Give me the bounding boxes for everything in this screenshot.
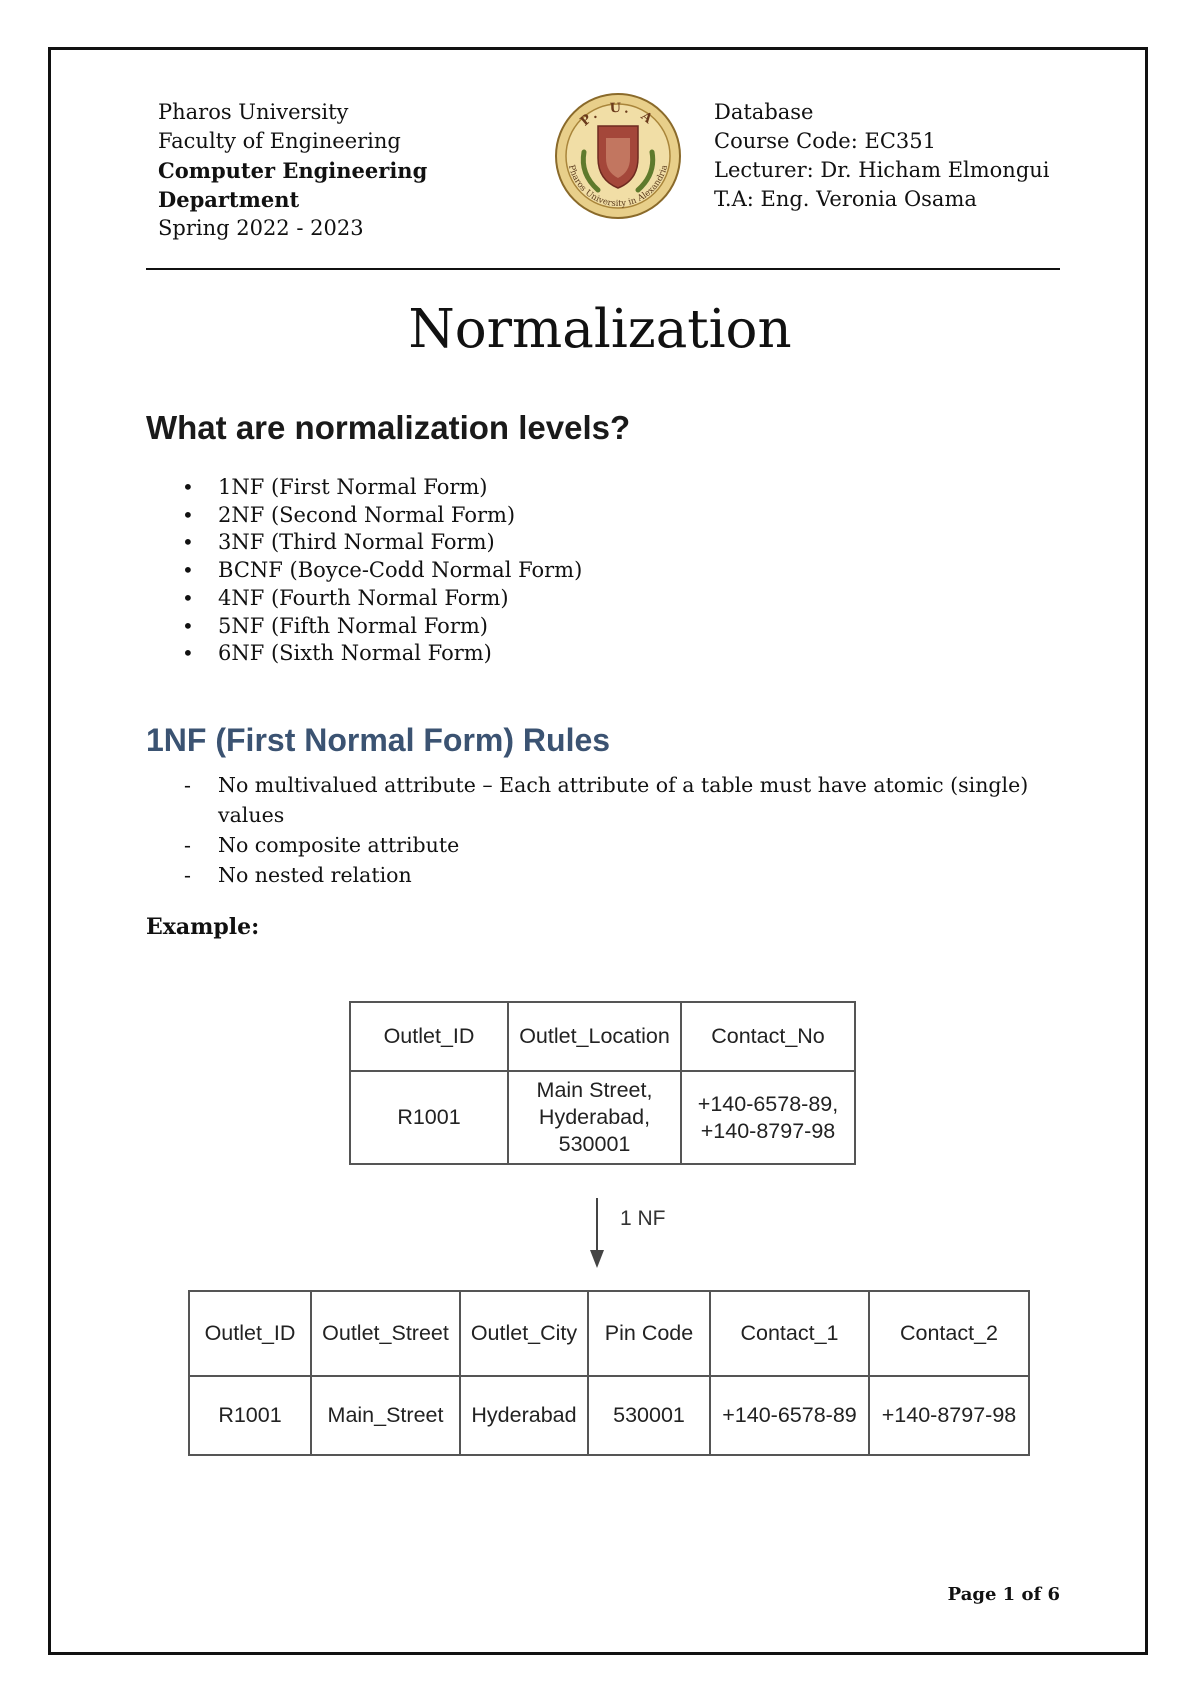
header-course-block xyxy=(714,98,1050,214)
column-header: Contact_1 xyxy=(710,1291,869,1376)
column-header: Outlet_City xyxy=(460,1291,588,1376)
down-arrow-icon xyxy=(582,1198,612,1270)
document-title: Normalization xyxy=(408,299,792,360)
table-cell: 530001 xyxy=(588,1376,710,1455)
list-item: • 2NF (Second Normal Form) xyxy=(180,502,582,530)
column-header: Outlet_Location xyxy=(508,1002,681,1071)
table-header-row xyxy=(350,1002,855,1071)
normalization-levels-list xyxy=(180,474,582,668)
list-item: • 1NF (First Normal Form) xyxy=(180,474,582,502)
example-label: Example: xyxy=(146,914,260,940)
column-header: Contact_No xyxy=(681,1002,855,1071)
university-name: Pharos University xyxy=(158,100,349,124)
list-item: - No nested relation xyxy=(180,860,1040,890)
column-header: Outlet_ID xyxy=(350,1002,508,1071)
course-code: Course Code: EC351 xyxy=(714,129,936,153)
table-row xyxy=(350,1071,855,1164)
transformation-label: 1 NF xyxy=(620,1207,666,1230)
department-name-line2: Department xyxy=(158,187,300,212)
header-divider xyxy=(146,268,1060,270)
table-cell: R1001 xyxy=(189,1376,311,1455)
unnormalized-table xyxy=(349,1001,856,1165)
department-name-line1: Computer Engineering xyxy=(158,158,428,183)
first-normal-form-table xyxy=(188,1290,1030,1456)
header-institution-block xyxy=(158,98,427,243)
table-cell: +140-6578-89 xyxy=(710,1376,869,1455)
table-cell: R1001 xyxy=(350,1071,508,1164)
levels-heading: What are normalization levels? xyxy=(146,409,631,446)
svg-text:Pharos University in Alexandri: Pharos University in Alexandria xyxy=(565,163,671,210)
list-item: - No composite attribute xyxy=(180,830,1040,860)
list-item: • 4NF (Fourth Normal Form) xyxy=(180,585,582,613)
svg-text:P. U. A: P. U. A xyxy=(577,100,659,130)
list-item: • 3NF (Third Normal Form) xyxy=(180,529,582,557)
table-cell: Hyderabad xyxy=(460,1376,588,1455)
list-item: • 5NF (Fifth Normal Form) xyxy=(180,613,582,641)
lecturer-name: Lecturer: Dr. Hicham Elmongui xyxy=(714,158,1050,182)
first-normal-form-rules-heading: 1NF (First Normal Form) Rules xyxy=(146,722,611,758)
table-header-row xyxy=(189,1291,1029,1376)
university-seal-logo xyxy=(554,92,682,220)
column-header: Outlet_Street xyxy=(311,1291,460,1376)
list-item: • 6NF (Sixth Normal Form) xyxy=(180,640,582,668)
ta-name: T.A: Eng. Veronia Osama xyxy=(714,187,977,211)
table-row xyxy=(189,1376,1029,1455)
course-subject: Database xyxy=(714,100,814,124)
list-item: - No multivalued attribute – Each attribute of a table must have atomic (single) values xyxy=(180,770,1040,830)
column-header: Pin Code xyxy=(588,1291,710,1376)
table-cell: Main_Street xyxy=(311,1376,460,1455)
table-cell: +140-8797-98 xyxy=(869,1376,1029,1455)
column-header: Contact_2 xyxy=(869,1291,1029,1376)
list-item: • BCNF (Boyce-Codd Normal Form) xyxy=(180,557,582,585)
column-header: Outlet_ID xyxy=(189,1291,311,1376)
table-cell: Main Street, Hyderabad, 530001 xyxy=(508,1071,681,1164)
semester: Spring 2022 - 2023 xyxy=(158,216,364,240)
first-normal-form-rules-list xyxy=(180,770,1040,890)
table-cell: +140-6578-89, +140-8797-98 xyxy=(681,1071,855,1164)
page-number: Page 1 of 6 xyxy=(947,1584,1060,1605)
faculty-name: Faculty of Engineering xyxy=(158,129,401,153)
